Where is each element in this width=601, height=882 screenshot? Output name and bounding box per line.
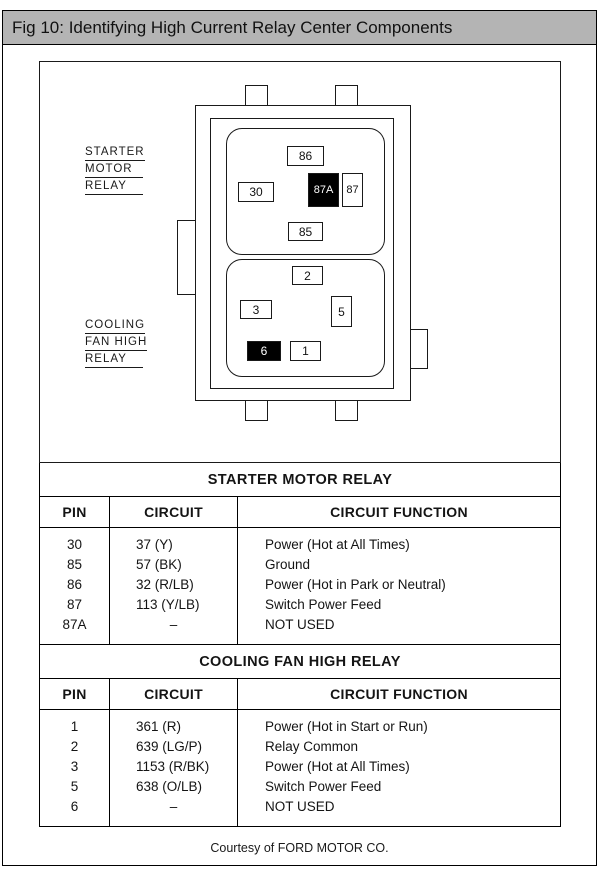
circuit-cell: 57 (BK): [136, 557, 182, 572]
column-header-pin: PIN: [40, 679, 110, 709]
cooling-relay-label: [85, 319, 147, 370]
cooling-table-body: [40, 710, 560, 826]
function-cell: Relay Common: [265, 739, 359, 754]
starter-relay-label-line: MOTOR: [85, 163, 143, 178]
starter-relay-label: [85, 146, 145, 197]
pin-tables: [39, 463, 561, 827]
mounting-tab-top-left: [245, 85, 268, 106]
cooling-relay-label-line: COOLING: [85, 319, 145, 334]
column-header-circuit: CIRCUIT: [110, 679, 238, 709]
starter-relay-label-line: RELAY: [85, 180, 143, 195]
pin-87a: 87A: [308, 173, 339, 207]
cooling-relay-label-line: FAN HIGH: [85, 336, 147, 351]
pin-cell: 6: [70, 799, 79, 814]
pin-85: 85: [288, 222, 323, 241]
pin-30: 30: [238, 182, 274, 202]
circuit-cell: 639 (LG/P): [136, 739, 203, 754]
cooling-pin-column: [40, 710, 110, 826]
function-cell: NOT USED: [265, 617, 335, 632]
function-cell: Power (Hot in Start or Run): [265, 719, 428, 734]
function-cell: Ground: [265, 557, 311, 572]
mounting-tab-bottom-right: [335, 400, 358, 421]
pin-cell: 86: [66, 577, 83, 592]
circuit-cell: 1153 (R/BK): [136, 759, 210, 774]
circuit-cell: 361 (R): [136, 719, 182, 734]
column-header-function: CIRCUIT FUNCTION: [330, 504, 468, 520]
pin-cell: 1: [70, 719, 79, 734]
circuit-cell: 113 (Y/LB): [136, 597, 200, 612]
column-header-function: CIRCUIT FUNCTION: [330, 686, 468, 702]
pin-1: 1: [290, 341, 321, 361]
function-cell: Switch Power Feed: [265, 779, 382, 794]
pin-6: 6: [247, 341, 281, 361]
relay-center-diagram: [39, 61, 561, 463]
starter-table-body: [40, 528, 560, 645]
pin-cell: 2: [70, 739, 79, 754]
figure-page: [2, 10, 597, 866]
function-cell: Switch Power Feed: [265, 597, 382, 612]
function-cell: NOT USED: [265, 799, 335, 814]
pin-cell: 85: [66, 557, 83, 572]
cooling-circuit-column: [110, 710, 238, 826]
housing-side-tab-left: [177, 220, 196, 295]
starter-circuit-column: [110, 528, 238, 644]
cooling-function-column: [238, 710, 560, 826]
starter-table-title: STARTER MOTOR RELAY: [40, 463, 560, 497]
pin-2: 2: [292, 266, 323, 285]
circuit-cell: 638 (O/LB): [136, 779, 203, 794]
pin-cell: 3: [70, 759, 79, 774]
pin-cell: 87A: [62, 617, 87, 632]
figure-content: [3, 45, 596, 865]
mounting-tab-bottom-left: [245, 400, 268, 421]
cooling-table-header-row: [40, 679, 560, 710]
pin-cell: 87: [66, 597, 83, 612]
circuit-cell: –: [169, 617, 178, 632]
figure-title: Fig 10: Identifying High Current Relay Center Components: [12, 17, 453, 37]
starter-table-header-row: [40, 497, 560, 528]
cooling-relay-label-line: RELAY: [85, 353, 143, 368]
circuit-cell: –: [169, 799, 178, 814]
function-cell: Power (Hot at All Times): [265, 759, 410, 774]
starter-relay-label-line: STARTER: [85, 146, 145, 161]
pin-cell: 30: [66, 537, 83, 552]
column-header-pin: PIN: [40, 497, 110, 527]
pin-5: 5: [331, 296, 352, 327]
function-cell: Power (Hot in Park or Neutral): [265, 577, 446, 592]
circuit-cell: 32 (R/LB): [136, 577, 194, 592]
starter-function-column: [238, 528, 560, 644]
mounting-tab-top-right: [335, 85, 358, 106]
cooling-table-title: COOLING FAN HIGH RELAY: [40, 645, 560, 679]
pin-87: 87: [342, 173, 363, 207]
pin-3: 3: [240, 300, 272, 319]
pin-86: 86: [287, 146, 324, 166]
column-header-circuit: CIRCUIT: [110, 497, 238, 527]
starter-pin-column: [40, 528, 110, 644]
pin-cell: 5: [70, 779, 79, 794]
function-cell: Power (Hot at All Times): [265, 537, 410, 552]
figure-title-bar: [3, 11, 596, 45]
courtesy-credit: Courtesy of FORD MOTOR CO.: [210, 841, 389, 855]
housing-side-tab-right: [410, 329, 428, 369]
circuit-cell: 37 (Y): [136, 537, 173, 552]
